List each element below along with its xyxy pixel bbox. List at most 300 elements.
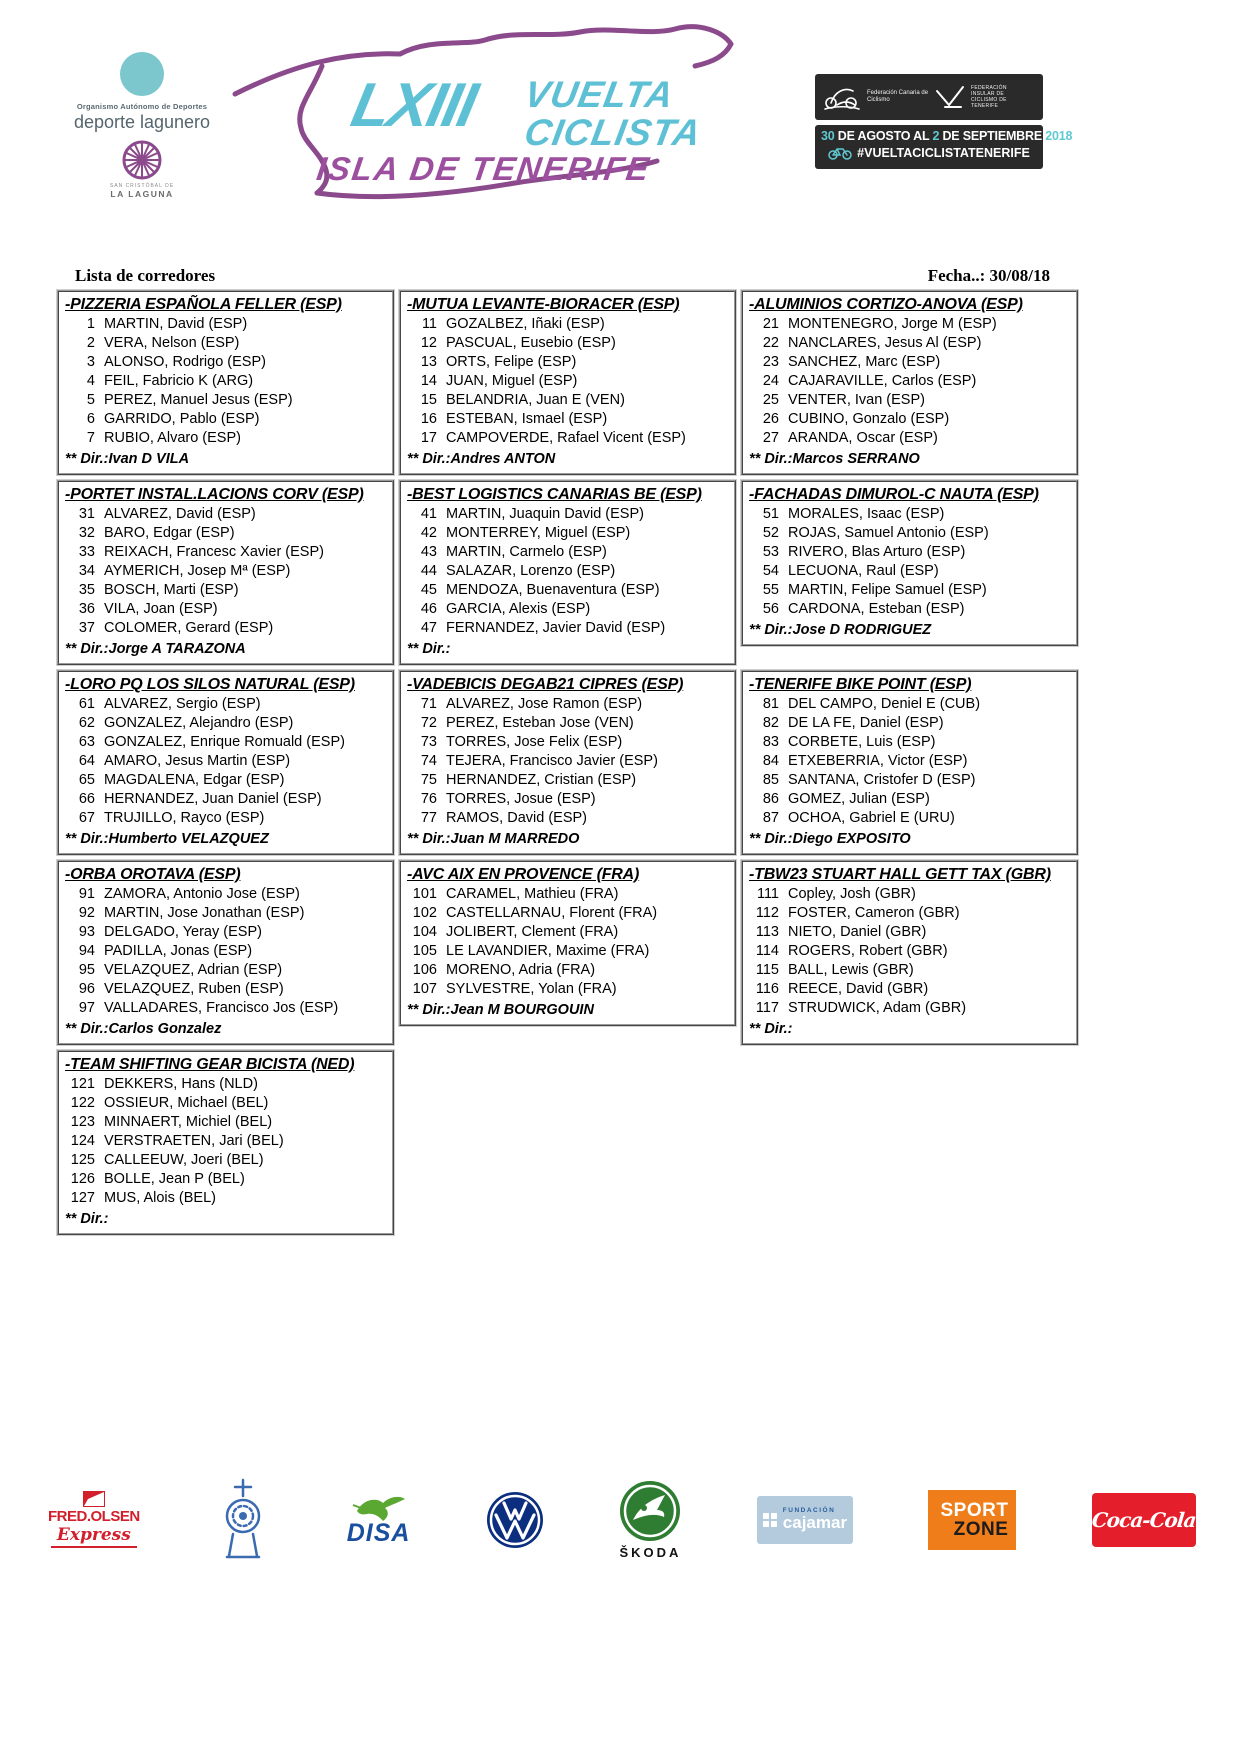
la-laguna-wheel-icon	[121, 139, 163, 181]
rider-row	[65, 429, 386, 448]
rider-row	[407, 923, 728, 942]
rider-row	[749, 942, 1070, 961]
rider-name: ROJAS, Samuel Antonio (ESP)	[788, 525, 989, 541]
team-director: ** Dir.:	[407, 641, 451, 657]
rider-name: ALVAREZ, Jose Ramon (ESP)	[446, 696, 643, 712]
rider-name: MORALES, Isaac (ESP)	[788, 506, 945, 522]
rider-name: MARTIN, Felipe Samuel (ESP)	[788, 582, 987, 598]
rider-row	[65, 581, 386, 600]
rider-name: VALLADARES, Francisco Jos (ESP)	[104, 1000, 339, 1016]
rider-number: 93	[78, 924, 95, 940]
rider-number: 62	[78, 715, 95, 731]
rider-number: 3	[86, 354, 95, 370]
team-name: -FACHADAS DIMUROL-C NAUTA (ESP)	[749, 486, 1039, 503]
rider-row	[65, 961, 386, 980]
date-mid2: DE SEPTIEMBRE	[939, 129, 1046, 143]
team-name: -VADEBICIS DEGAB21 CIPRES (ESP)	[407, 676, 684, 693]
rider-row	[65, 752, 386, 771]
rider-name: TORRES, Josue (ESP)	[446, 791, 596, 807]
vuelta-title-line2: CICLISTA	[521, 112, 705, 153]
sponsor-disa	[347, 1493, 411, 1548]
team-name: -PORTET INSTAL.LACIONS CORV (ESP)	[65, 486, 364, 503]
rider-number: 6	[86, 411, 95, 427]
rider-number: 95	[78, 962, 95, 978]
rider-name: CAMPOVERDE, Rafael Vicent (ESP)	[446, 430, 686, 446]
rider-name: MUS, Alois (BEL)	[104, 1190, 216, 1206]
team-director: ** Dir.:	[65, 1211, 109, 1227]
vw-logo-icon	[486, 1491, 544, 1549]
rider-number: 114	[755, 943, 779, 959]
rider-number: 56	[762, 601, 779, 617]
rider-row	[749, 505, 1070, 524]
rider-name: GARCIA, Alexis (ESP)	[446, 601, 591, 617]
rider-name: FERNANDEZ, Javier David (ESP)	[446, 620, 666, 636]
rider-number: 107	[412, 981, 437, 997]
rider-name: SANCHEZ, Marc (ESP)	[788, 354, 941, 370]
rider-row	[749, 391, 1070, 410]
rider-number: 45	[420, 582, 437, 598]
rider-number: 47	[420, 620, 437, 636]
rider-name: MONTENEGRO, Jorge M (ESP)	[788, 316, 997, 332]
rider-row	[749, 543, 1070, 562]
rider-name: MINNAERT, Michiel (BEL)	[104, 1114, 273, 1130]
lagunero-circle-icon	[120, 52, 164, 96]
rider-number: 116	[755, 981, 779, 997]
rider-number: 97	[78, 1000, 95, 1016]
rider-row	[749, 771, 1070, 790]
rider-name: BOSCH, Marti (ESP)	[104, 582, 239, 598]
team-box	[399, 670, 736, 855]
rider-name: HERNANDEZ, Juan Daniel (ESP)	[104, 791, 322, 807]
event-dates	[821, 129, 1073, 143]
rider-number: 54	[762, 563, 779, 579]
team-name: -PIZZERIA ESPAÑOLA FELLER (ESP)	[65, 296, 342, 313]
rider-name: AMARO, Jesus Martin (ESP)	[104, 753, 291, 769]
rider-name: CARDONA, Esteban (ESP)	[788, 601, 965, 617]
rider-name: STRUDWICK, Adam (GBR)	[788, 1000, 967, 1016]
rider-number: 41	[420, 506, 437, 522]
date-year: 2018	[1045, 129, 1073, 143]
rider-number: 105	[412, 943, 437, 959]
rider-number: 35	[78, 582, 95, 598]
rider-row	[65, 1094, 386, 1113]
team-name: -MUTUA LEVANTE-BIORACER (ESP)	[407, 296, 680, 313]
rider-number: 94	[78, 943, 95, 959]
dates-badge	[815, 125, 1073, 169]
cajamar-grid-icon	[763, 1513, 777, 1527]
rider-row	[749, 372, 1070, 391]
team-name: -BEST LOGISTICS CANARIAS BE (ESP)	[407, 486, 702, 503]
rider-name: LE LAVANDIER, Maxime (FRA)	[446, 943, 650, 959]
rider-name: HERNANDEZ, Cristian (ESP)	[446, 772, 637, 788]
team-box	[57, 480, 394, 665]
sponsor-blue-emblem	[215, 1478, 271, 1562]
vuelta-ciclista-logo	[225, 22, 745, 207]
rider-row	[407, 315, 728, 334]
rider-name: PEREZ, Esteban Jose (VEN)	[446, 715, 634, 731]
vuelta-roman-numeral: LXIII	[345, 71, 482, 140]
rider-row	[65, 923, 386, 942]
rider-name: DELGADO, Yeray (ESP)	[104, 924, 262, 940]
rider-name: PADILLA, Jonas (ESP)	[104, 943, 253, 959]
rider-number: 16	[420, 411, 437, 427]
rider-number: 127	[70, 1190, 95, 1206]
rider-row	[65, 1075, 386, 1094]
rider-name: DEKKERS, Hans (NLD)	[104, 1076, 258, 1092]
team-director: ** Dir.:Jean M BOURGOUIN	[407, 1002, 594, 1018]
rider-number: 126	[70, 1171, 95, 1187]
rider-number: 92	[78, 905, 95, 921]
rider-number: 25	[762, 392, 779, 408]
rider-number: 12	[420, 335, 437, 351]
rider-row	[407, 980, 728, 999]
team-box	[399, 860, 736, 1026]
team-director: ** Dir.:Carlos Gonzalez	[65, 1021, 222, 1037]
rider-name: CORBETE, Luis (ESP)	[788, 734, 936, 750]
rider-number: 24	[762, 373, 779, 389]
rider-number: 121	[70, 1076, 95, 1092]
rider-row	[749, 790, 1070, 809]
team-box	[741, 860, 1078, 1045]
rider-name: MARTIN, Juaquin David (ESP)	[446, 506, 644, 522]
disa-wordmark: DISA	[346, 1518, 411, 1547]
rider-row	[407, 695, 728, 714]
rider-row	[65, 885, 386, 904]
rider-row	[407, 562, 728, 581]
rider-number: 15	[420, 392, 437, 408]
rider-name: OSSIEUR, Michael (BEL)	[104, 1095, 269, 1111]
rider-number: 5	[86, 392, 95, 408]
rider-name: VELAZQUEZ, Ruben (ESP)	[104, 981, 284, 997]
team-box	[57, 860, 394, 1045]
rider-number: 65	[78, 772, 95, 788]
team-name: -TENERIFE BIKE POINT (ESP)	[749, 676, 972, 693]
rider-number: 74	[420, 753, 437, 769]
fred-olsen-wordmark: FRED.OLSEN	[48, 1508, 140, 1525]
rider-row	[65, 809, 386, 828]
rider-row	[407, 714, 728, 733]
rider-number: 55	[762, 582, 779, 598]
rider-number: 61	[78, 696, 95, 712]
sponsors-footer	[48, 1468, 1196, 1572]
rider-name: GONZALEZ, Enrique Romuald (ESP)	[104, 734, 345, 750]
team-box	[399, 480, 736, 665]
rider-row	[65, 999, 386, 1018]
rider-name: VELAZQUEZ, Adrian (ESP)	[104, 962, 283, 978]
rider-row	[407, 790, 728, 809]
coca-cola-wordmark: Coca-Cola	[1090, 1508, 1197, 1532]
rider-name: DE LA FE, Daniel (ESP)	[788, 715, 944, 731]
rider-row	[749, 904, 1070, 923]
deporte-lagunero-logo	[72, 52, 212, 199]
rider-number: 115	[755, 962, 779, 978]
rider-number: 96	[78, 981, 95, 997]
rider-row	[65, 410, 386, 429]
rider-name: ALVAREZ, David (ESP)	[104, 506, 256, 522]
rider-row	[749, 961, 1070, 980]
skoda-wordmark: ŠKODA	[619, 1545, 682, 1560]
federacion-canaria-icon	[823, 83, 861, 111]
team-director: ** Dir.:Andres ANTON	[407, 451, 556, 467]
rider-number: 73	[420, 734, 437, 750]
rider-number: 125	[70, 1152, 95, 1168]
rider-number: 27	[762, 430, 779, 446]
rider-name: MONTERREY, Miguel (ESP)	[446, 525, 631, 541]
lagunero-city: LA LAGUNA	[110, 189, 174, 199]
rider-row	[407, 619, 728, 638]
rider-name: MORENO, Adria (FRA)	[446, 962, 596, 978]
cajamar-wordmark: cajamar	[782, 1513, 848, 1532]
sponsor-volkswagen	[486, 1491, 544, 1549]
rider-row	[65, 600, 386, 619]
rider-row	[407, 733, 728, 752]
rider-number: 31	[78, 506, 95, 522]
federacion-insular-icon	[935, 85, 965, 109]
rider-row	[749, 315, 1070, 334]
fred-olsen-flag-icon	[84, 1492, 104, 1506]
rider-number: 36	[78, 601, 95, 617]
date-day-end: 2	[932, 129, 940, 143]
rider-row	[749, 695, 1070, 714]
federations-badge	[815, 74, 1043, 120]
rider-name: CUBINO, Gonzalo (ESP)	[788, 411, 950, 427]
rider-row	[749, 410, 1070, 429]
rider-number: 81	[762, 696, 779, 712]
rider-number: 51	[762, 506, 779, 522]
teams-grid	[57, 290, 1078, 1235]
rider-name: JOLIBERT, Clement (FRA)	[446, 924, 619, 940]
rider-name: PEREZ, Manuel Jesus (ESP)	[104, 392, 293, 408]
rider-number: 66	[78, 791, 95, 807]
rider-name: CALLEEUW, Joeri (BEL)	[104, 1152, 264, 1168]
rider-number: 124	[70, 1133, 95, 1149]
rider-number: 23	[762, 354, 779, 370]
rider-name: RAMOS, David (ESP)	[446, 810, 587, 826]
rider-name: SYLVESTRE, Yolan (FRA)	[446, 981, 617, 997]
rider-row	[407, 524, 728, 543]
sponsor-sport-zone	[928, 1490, 1016, 1550]
rider-row	[407, 771, 728, 790]
rider-name: PASCUAL, Eusebio (ESP)	[446, 335, 616, 351]
rider-row	[407, 391, 728, 410]
rider-row	[65, 790, 386, 809]
rider-row	[407, 334, 728, 353]
rider-name: BARO, Edgar (ESP)	[104, 525, 235, 541]
rider-name: MARTIN, Carmelo (ESP)	[446, 544, 607, 560]
rider-number: 11	[421, 316, 437, 332]
rider-row	[749, 999, 1070, 1018]
rider-number: 101	[412, 886, 437, 902]
rider-row	[65, 1132, 386, 1151]
rider-name: CARAMEL, Mathieu (FRA)	[446, 886, 619, 902]
federacion-insular-label: FEDERACIÓN INSULAR DE CICLISMO DE TENERIFE	[971, 85, 1007, 109]
rider-number: 44	[420, 563, 437, 579]
rider-name: AYMERICH, Josep Mª (ESP)	[104, 563, 291, 579]
rider-row	[407, 410, 728, 429]
rider-number: 4	[86, 373, 95, 389]
rider-name: NIETO, Daniel (GBR)	[788, 924, 927, 940]
rider-row	[407, 581, 728, 600]
rider-name: SANTANA, Cristofer D (ESP)	[788, 772, 976, 788]
team-director: ** Dir.:	[749, 1021, 793, 1037]
team-director: ** Dir.:Jorge A TARAZONA	[65, 641, 246, 657]
rider-number: 42	[420, 525, 437, 541]
rider-row	[407, 543, 728, 562]
rider-row	[65, 391, 386, 410]
rider-number: 72	[420, 715, 437, 731]
rider-row	[65, 771, 386, 790]
rider-row	[407, 353, 728, 372]
team-name: -TEAM SHIFTING GEAR BICISTA (NED)	[65, 1056, 355, 1073]
rider-name: COLOMER, Gerard (ESP)	[104, 620, 274, 636]
rider-row	[65, 1170, 386, 1189]
rider-number: 21	[762, 316, 779, 332]
event-hashtag: #VUELTACICLISTATENERIFE	[857, 146, 1030, 160]
rider-row	[407, 752, 728, 771]
rider-name: GOMEZ, Julian (ESP)	[788, 791, 930, 807]
rider-name: ROGERS, Robert (GBR)	[788, 943, 948, 959]
rider-name: REECE, David (GBR)	[788, 981, 929, 997]
rider-number: 91	[78, 886, 95, 902]
rider-row	[407, 961, 728, 980]
rider-number: 26	[762, 411, 779, 427]
blue-emblem-icon	[215, 1478, 271, 1562]
rider-name: SALAZAR, Lorenzo (ESP)	[446, 563, 616, 579]
team-box	[57, 670, 394, 855]
rider-row	[749, 524, 1070, 543]
rider-name: OCHOA, Gabriel E (URU)	[788, 810, 955, 826]
rider-number: 113	[755, 924, 779, 940]
rider-name: ALONSO, Rodrigo (ESP)	[104, 354, 266, 370]
rider-name: LECUONA, Raul (ESP)	[788, 563, 939, 579]
rider-row	[407, 372, 728, 391]
team-box	[741, 670, 1078, 855]
rider-row	[407, 942, 728, 961]
rider-number: 2	[86, 335, 95, 351]
event-hashtag-row	[821, 146, 1037, 160]
team-box	[399, 290, 736, 475]
team-director: ** Dir.:Jose D RODRIGUEZ	[749, 622, 932, 638]
rider-row	[407, 429, 728, 448]
rider-name: ALVAREZ, Sergio (ESP)	[104, 696, 261, 712]
rider-row	[65, 1113, 386, 1132]
rider-row	[65, 505, 386, 524]
rider-number: 123	[70, 1114, 95, 1130]
rider-name: MARTIN, David (ESP)	[104, 316, 248, 332]
rider-row	[65, 562, 386, 581]
rider-number: 122	[70, 1095, 95, 1111]
sponsor-cajamar	[757, 1496, 853, 1544]
rider-name: GARRIDO, Pablo (ESP)	[104, 411, 260, 427]
rider-number: 34	[78, 563, 95, 579]
rider-number: 32	[78, 525, 95, 541]
rider-number: 33	[78, 544, 95, 560]
rider-row	[65, 372, 386, 391]
rider-number: 64	[78, 753, 95, 769]
rider-row	[749, 885, 1070, 904]
sponsor-coca-cola	[1092, 1493, 1196, 1547]
rider-name: NANCLARES, Jesus Al (ESP)	[788, 335, 982, 351]
skoda-logo-icon	[619, 1480, 681, 1542]
rider-row	[407, 505, 728, 524]
list-title: Lista de corredores	[75, 266, 216, 285]
team-director: ** Dir.:Marcos SERRANO	[749, 451, 920, 467]
rider-name: RIVERO, Blas Arturo (ESP)	[788, 544, 966, 560]
rider-number: 83	[762, 734, 779, 750]
rider-row	[65, 980, 386, 999]
rider-row	[65, 619, 386, 638]
rider-row	[749, 980, 1070, 999]
date-label: Fecha..: 30/08/18	[927, 266, 1050, 285]
rider-row	[65, 1189, 386, 1208]
rider-name: MAGDALENA, Edgar (ESP)	[104, 772, 285, 788]
cajamar-fundacion-label: FUNDACIÓN	[782, 1507, 836, 1514]
rider-row	[749, 809, 1070, 828]
rider-name: VILA, Joan (ESP)	[104, 601, 218, 617]
rider-name: FEIL, Fabricio K (ARG)	[104, 373, 254, 389]
sponsor-skoda	[619, 1480, 681, 1560]
rider-number: 14	[420, 373, 437, 389]
rider-name: GOZALBEZ, Iñaki (ESP)	[446, 316, 605, 332]
rider-row	[749, 600, 1070, 619]
rider-name: TORRES, Jose Felix (ESP)	[446, 734, 623, 750]
rider-name: TRUJILLO, Rayco (ESP)	[104, 810, 265, 826]
team-box	[57, 1050, 394, 1235]
rider-name: CASTELLARNAU, Florent (FRA)	[446, 905, 658, 921]
team-box	[741, 290, 1078, 475]
rider-row	[749, 581, 1070, 600]
rider-name: REIXACH, Francesc Xavier (ESP)	[104, 544, 324, 560]
rider-name: VENTER, Ivan (ESP)	[788, 392, 925, 408]
rider-number: 84	[762, 753, 779, 769]
rider-row	[407, 904, 728, 923]
rider-number: 112	[755, 905, 779, 921]
rider-row	[65, 714, 386, 733]
rider-row	[749, 353, 1070, 372]
rider-row	[65, 733, 386, 752]
rider-name: RUBIO, Alvaro (ESP)	[104, 430, 241, 446]
vuelta-title-line1: VUELTA	[521, 74, 678, 115]
rider-row	[65, 695, 386, 714]
rider-number: 52	[762, 525, 779, 541]
rider-name: ORTS, Felipe (ESP)	[446, 354, 577, 370]
rider-number: 71	[420, 696, 437, 712]
rider-number: 37	[78, 620, 95, 636]
rider-row	[407, 600, 728, 619]
event-badge	[815, 74, 1073, 169]
rider-number: 1	[86, 316, 95, 332]
rider-row	[407, 885, 728, 904]
rider-row	[749, 923, 1070, 942]
rider-number: 75	[420, 772, 437, 788]
rider-name: MENDOZA, Buenaventura (ESP)	[446, 582, 660, 598]
rider-row	[749, 562, 1070, 581]
rider-row	[65, 353, 386, 372]
rider-row	[65, 543, 386, 562]
rider-name: ZAMORA, Antonio Jose (ESP)	[104, 886, 300, 902]
rider-row	[749, 714, 1070, 733]
rider-row	[65, 1151, 386, 1170]
rider-number: 86	[762, 791, 779, 807]
sponsor-fred-olsen	[48, 1492, 140, 1548]
title-row	[75, 266, 1050, 286]
team-name: -ALUMINIOS CORTIZO-ANOVA (ESP)	[749, 296, 1023, 313]
sport-zone-line2: ZONE	[953, 1519, 1009, 1540]
rider-name: BALL, Lewis (GBR)	[788, 962, 914, 978]
rider-number: 102	[412, 905, 437, 921]
bicycle-icon	[828, 146, 852, 160]
rider-name: TEJERA, Francisco Javier (ESP)	[446, 753, 658, 769]
